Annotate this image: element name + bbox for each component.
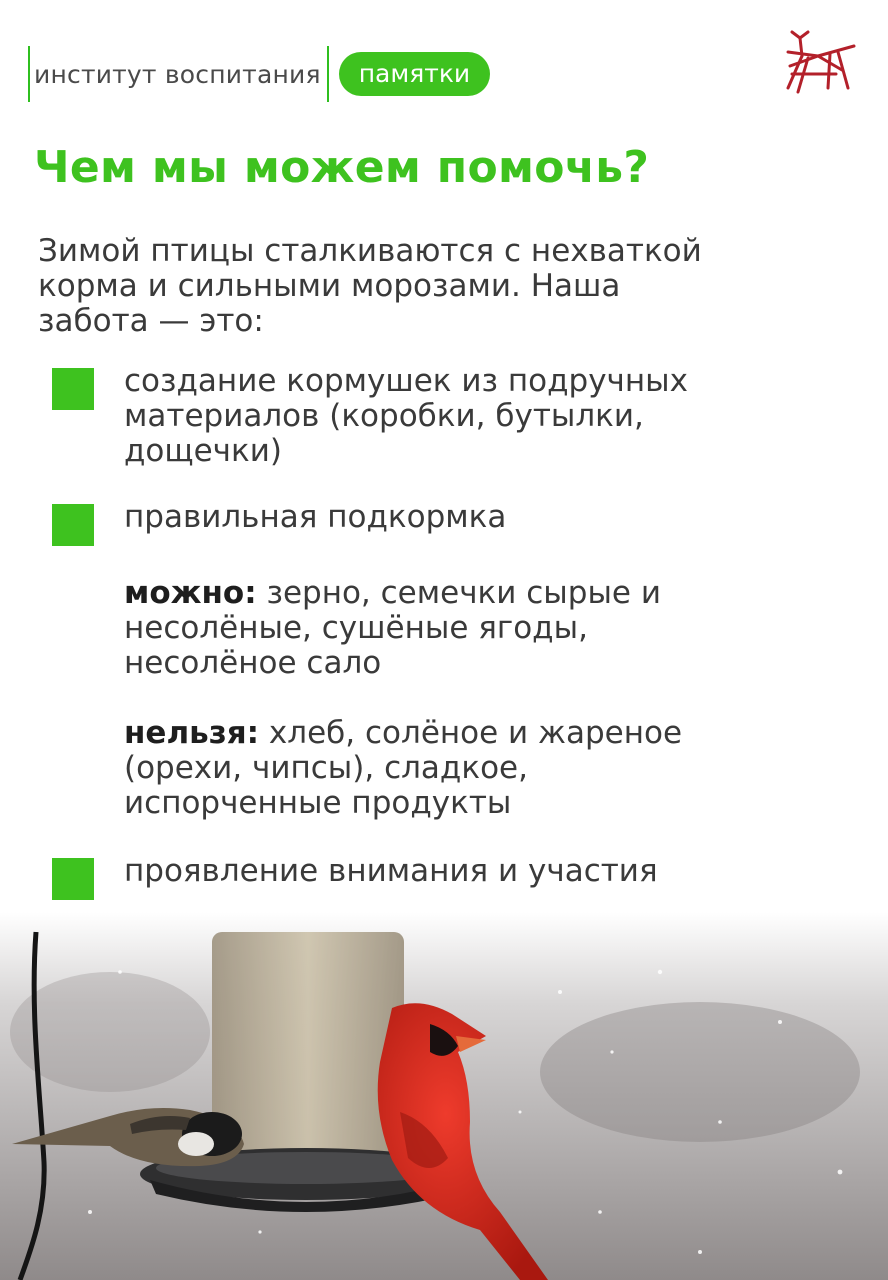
forbidden-food-block [124, 716, 844, 821]
list-item-line: правильная подкормка [124, 499, 507, 535]
intro-line: Зимой птицы сталкиваются с нехваткой [38, 233, 702, 269]
brand-name: институт воспитания [34, 59, 321, 89]
allowed-label: можно: [124, 575, 257, 611]
forbidden-label: нельзя: [124, 715, 260, 751]
list-item-line: проявление внимания и участия [124, 853, 658, 889]
forbidden-text: испорченные продукты [124, 785, 512, 821]
list-item-line: создание кормушек из подручных [124, 363, 688, 399]
green-square-bullet-icon [52, 368, 94, 410]
intro-paragraph [38, 234, 838, 339]
list-item-text [124, 364, 844, 469]
allowed-text: несолёное сало [124, 645, 382, 681]
header [28, 46, 490, 102]
list-item-text [124, 500, 844, 535]
allowed-text: зерно, семечки сырые и [256, 575, 662, 611]
list-item-line: материалов (коробки, бутылки, [124, 398, 644, 434]
allowed-text: несолёные, сушёные ягоды, [124, 610, 588, 646]
list-item-text [124, 854, 844, 889]
category-pill: памятки [339, 52, 490, 96]
horse-logo-icon [778, 26, 858, 98]
green-square-bullet-icon [52, 858, 94, 900]
intro-line: забота — это: [38, 303, 264, 339]
green-square-bullet-icon [52, 504, 94, 546]
birds-feeder-photo [0, 912, 888, 1280]
intro-line: корма и сильными морозами. Наша [38, 268, 621, 304]
forbidden-text: (орехи, чипсы), сладкое, [124, 750, 528, 786]
header-divider-right [327, 46, 329, 102]
allowed-food-block [124, 576, 844, 681]
page-title: Чем мы можем помочь? [34, 142, 650, 193]
forbidden-text: хлеб, солёное и жареное [259, 715, 683, 751]
list-item-line: дощечки) [124, 433, 282, 469]
